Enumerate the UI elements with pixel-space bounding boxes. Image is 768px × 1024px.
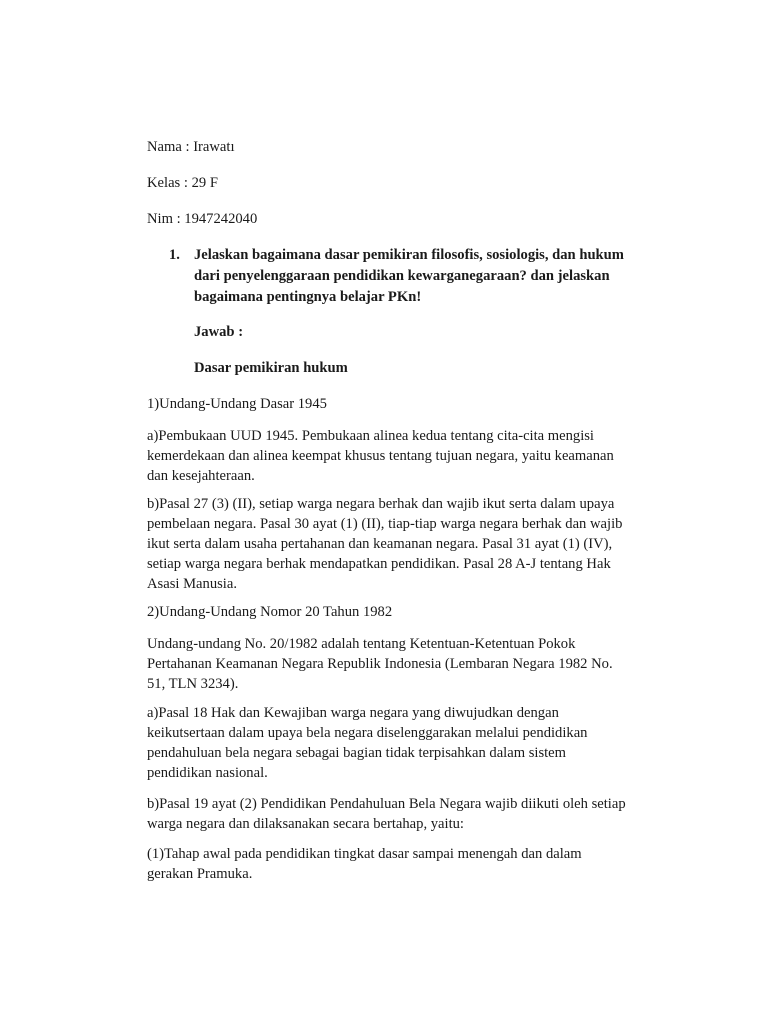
question-line-1: Jelaskan bagaimana dasar pemikiran filosofis, sosiologis, dan hukum <box>194 247 624 263</box>
subheading: Dasar pemikiran hukum <box>194 360 348 376</box>
text-line: a)Pembukaan UUD 1945. Pembukaan alinea kedua tentang cita-cita mengisi <box>147 428 594 444</box>
text-line: ikut serta dalam usaha pertahanan dan keamanan negara. Pasal 31 ayat (1) (IV), <box>147 536 613 552</box>
text-line: a)Pasal 18 Hak dan Kewajiban warga negara yang diwujudkan dengan <box>147 705 559 721</box>
question-line-2: dari penyelenggaraan pendidikan kewarganegaraan? dan jelaskan <box>194 268 610 284</box>
text-line: keikutsertaan dalam upaya bela negara diselenggarakan melalui pendidikan <box>147 725 588 741</box>
text-line: dan kesejahteraan. <box>147 468 255 484</box>
text-line: Undang-undang No. 20/1982 adalah tentang Ketentuan-Ketentuan Pokok <box>147 636 576 652</box>
question-number: 1. <box>169 247 180 263</box>
kelas-line: Kelas : 29 F <box>147 175 218 191</box>
text-line: Asasi Manusia. <box>147 576 237 592</box>
heading-uu-20-1982: 2)Undang-Undang Nomor 20 Tahun 1982 <box>147 604 393 620</box>
text-line: b)Pasal 19 ayat (2) Pendidikan Pendahuluan Bela Negara wajib diikuti oleh setiap <box>147 796 626 812</box>
text-line: pendahuluan bela negara sebagai bagian tidak terpisahkan dalam sistem <box>147 745 567 761</box>
text-line: kemerdekaan dan alinea keempat khusus tentang tujuan negara, yaitu keamanan <box>147 448 614 464</box>
paragraph-uu-description <box>147 634 667 694</box>
text-line: gerakan Pramuka. <box>147 866 253 882</box>
text-line: b)Pasal 27 (3) (II), setiap warga negara berhak dan wajib ikut serta dalam upaya <box>147 496 615 512</box>
text-line: 51, TLN 3234). <box>147 676 239 692</box>
paragraph-b-uu <box>147 794 667 834</box>
jawab-label: Jawab : <box>194 324 244 340</box>
heading-uud-1945: 1)Undang-Undang Dasar 1945 <box>147 396 327 412</box>
text-line: pendidikan nasional. <box>147 765 268 781</box>
nama-line: Nama : Irawatı <box>147 139 235 155</box>
text-line: pembelaan negara. Pasal 30 ayat (1) (II), tiap-tiap warga negara berhak dan wajib <box>147 516 623 532</box>
nim-line: Nim : 1947242040 <box>147 211 258 227</box>
paragraph-a-uud <box>147 426 667 486</box>
text-line: Pertahanan Keamanan Negara Republik Indonesia (Lembaran Negara 1982 No. <box>147 656 613 672</box>
text-line: (1)Tahap awal pada pendidikan tingkat dasar sampai menengah dan dalam <box>147 846 582 862</box>
text-line: warga negara dan dilaksanakan secara bertahap, yaitu: <box>147 816 464 832</box>
paragraph-a-uu <box>147 703 667 783</box>
question-line-3: bagaimana pentingnya belajar PKn! <box>194 289 422 305</box>
paragraph-b-uud <box>147 494 667 594</box>
paragraph-stage-1 <box>147 844 667 884</box>
text-line: setiap warga negara berhak mendapatkan pendidikan. Pasal 28 A-J tentang Hak <box>147 556 611 572</box>
